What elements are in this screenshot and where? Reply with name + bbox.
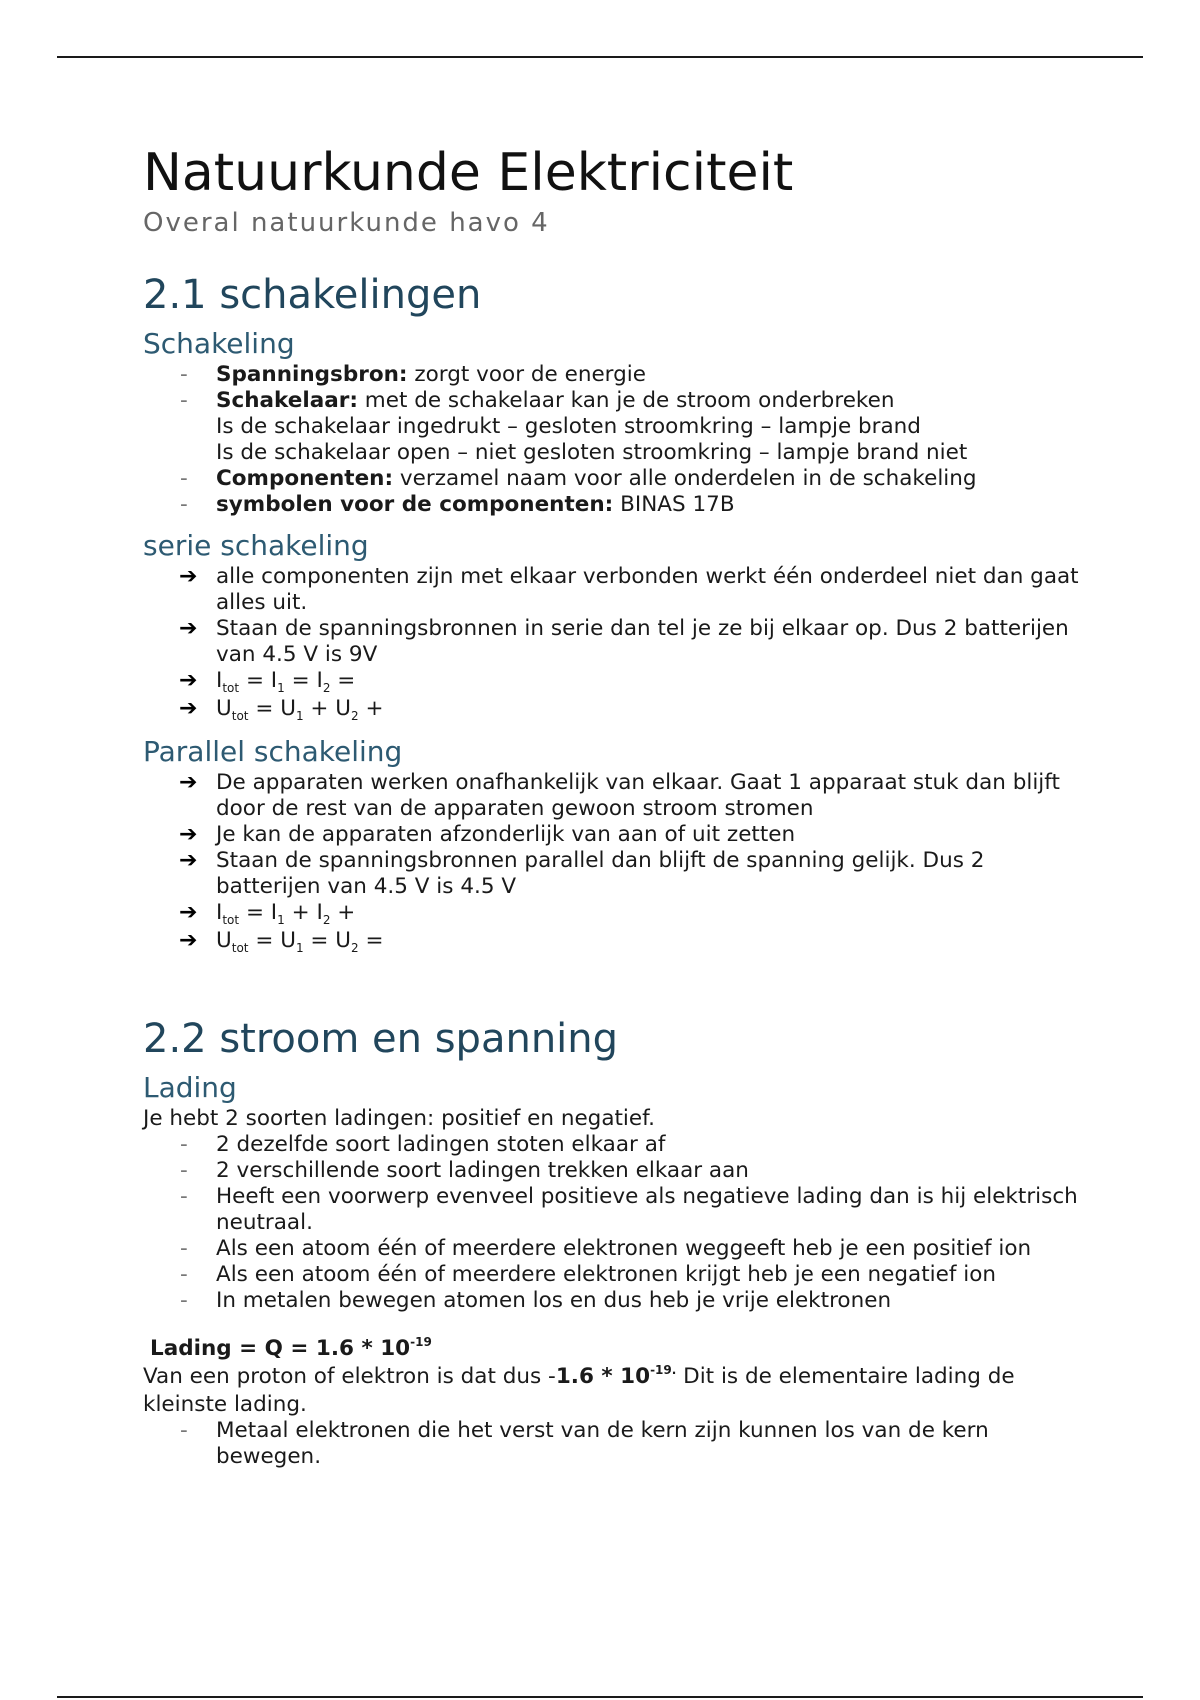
dash-marker: - bbox=[180, 492, 188, 517]
formula-voltage: ➔ $U_{tot} = U_1 + U_2$ + bbox=[179, 696, 384, 723]
list-item: - Als een atoom één of meerdere elektronen krijgt heb je een negatief ion bbox=[180, 1262, 997, 1287]
schakelaar-open-line: Is de schakelaar open – niet gesloten stroomkring – lampje brand niet bbox=[216, 440, 968, 465]
dash-marker: - bbox=[180, 1132, 188, 1157]
elementaire-lading-paragraph: Van een proton of elektron is dat dus $-1.6 * 10^{-19.}$ Dit is de elementaire lading de kleinste lading. bbox=[143, 1363, 1015, 1417]
dash-marker: - bbox=[180, 1236, 188, 1261]
formula-voltage: ➔ $U_{tot} = U_1 = U_2$ = bbox=[179, 928, 384, 955]
list-item bbox=[143, 362, 1083, 388]
document-title: Natuurkunde Elektriciteit bbox=[143, 143, 794, 203]
arrow-icon: ➔ bbox=[179, 696, 198, 721]
list-item bbox=[143, 492, 1083, 518]
serie-schakeling-heading: serie schakeling bbox=[143, 529, 369, 562]
schakelaar-closed-line: Is de schakelaar ingedrukt – gesloten stroomkring – lampje brand bbox=[216, 414, 921, 439]
formula-current: ➔ $I_{tot} = I_1 = I_2$ = bbox=[179, 668, 356, 695]
lading-list bbox=[143, 1132, 1083, 1314]
schakeling-heading: Schakeling bbox=[143, 327, 295, 360]
list-item: - 2 dezelfde soort ladingen stoten elkaar af bbox=[180, 1132, 666, 1157]
list-item: ➔ Staan de spanningsbronnen in serie dan tel je ze bij elkaar op. Dus 2 batterijen van 4.5 V is 9V bbox=[179, 616, 1069, 667]
arrow-icon: ➔ bbox=[179, 616, 198, 641]
arrow-icon: ➔ bbox=[179, 770, 198, 795]
dash-marker: - bbox=[180, 362, 188, 387]
formula-current: ➔ $I_{tot} = I_1 + I_2$ + bbox=[179, 900, 356, 927]
list-item bbox=[143, 388, 1083, 466]
arrow-icon: ➔ bbox=[179, 564, 198, 589]
dash-marker: - bbox=[180, 466, 188, 491]
list-item: - Metaal elektronen die het verst van de kern zijn kunnen los van de kern bewegen. bbox=[180, 1418, 989, 1469]
arrow-icon: ➔ bbox=[179, 928, 198, 953]
definition: zorgt voor de energie bbox=[407, 362, 646, 387]
definition: verzamel naam voor alle onderdelen in de schakeling bbox=[393, 466, 977, 491]
term: Spanningsbron: bbox=[216, 362, 408, 387]
term: Componenten: bbox=[216, 466, 394, 491]
list-item bbox=[143, 466, 1083, 492]
definition: met de schakelaar kan je de stroom onderbreken bbox=[357, 388, 895, 413]
document-subtitle: Overal natuurkunde havo 4 bbox=[143, 208, 550, 238]
top-rule bbox=[57, 56, 1143, 58]
list-item: ➔ alle componenten zijn met elkaar verbonden werkt één onderdeel niet dan gaat alles uit. bbox=[179, 564, 1079, 615]
dash-marker: - bbox=[180, 1418, 188, 1443]
term: symbolen voor de componenten: bbox=[216, 492, 614, 517]
list-item: - Als een atoom één of meerdere elektronen weggeeft heb je een positief ion bbox=[180, 1236, 1032, 1261]
arrow-icon: ➔ bbox=[179, 900, 198, 925]
list-item: - In metalen bewegen atomen los en dus heb je vrije elektronen bbox=[180, 1288, 892, 1313]
definition: BINAS 17B bbox=[613, 492, 735, 517]
list-item: ➔ De apparaten werken onafhankelijk van elkaar. Gaat 1 apparaat stuk dan blijft door de rest van de apparaten gewoon stroom stromen bbox=[179, 770, 1060, 821]
list-item: - Heeft een voorwerp evenveel positieve als negatieve lading dan is hij elektrisch neutraal. bbox=[180, 1184, 1078, 1235]
arrow-icon: ➔ bbox=[179, 668, 198, 693]
dash-marker: - bbox=[180, 388, 188, 413]
lading-intro: Je hebt 2 soorten ladingen: positief en negatief. bbox=[143, 1106, 655, 1131]
section-2-1-heading: 2.1 schakelingen bbox=[143, 272, 482, 318]
dash-marker: - bbox=[180, 1158, 188, 1183]
list-item: ➔ Staan de spanningsbronnen parallel dan blijft de spanning gelijk. Dus 2 batterijen van 4.5 V is 4.5 V bbox=[179, 848, 985, 899]
list-item: - 2 verschillende soort ladingen trekken elkaar aan bbox=[180, 1158, 749, 1183]
section-2-2-heading: 2.2 stroom en spanning bbox=[143, 1016, 619, 1062]
dash-marker: - bbox=[180, 1288, 188, 1313]
lading-formula: Lading = $Q = 1.6 * 10^{-19}$ bbox=[150, 1335, 432, 1361]
bottom-rule bbox=[57, 1696, 1143, 1698]
metaal-list bbox=[143, 1418, 1083, 1470]
parallel-schakeling-heading: Parallel schakeling bbox=[143, 735, 403, 768]
schakeling-list bbox=[143, 362, 1083, 518]
parallel-list bbox=[143, 770, 1083, 956]
document-body bbox=[143, 138, 1083, 1470]
list-item: ➔ Je kan de apparaten afzonderlijk van aan of uit zetten bbox=[179, 822, 796, 847]
term: Schakelaar: bbox=[216, 388, 358, 413]
arrow-icon: ➔ bbox=[179, 822, 198, 847]
dash-marker: - bbox=[180, 1184, 188, 1209]
lading-heading: Lading bbox=[143, 1071, 237, 1104]
serie-list bbox=[143, 564, 1083, 724]
arrow-icon: ➔ bbox=[179, 848, 198, 873]
dash-marker: - bbox=[180, 1262, 188, 1287]
